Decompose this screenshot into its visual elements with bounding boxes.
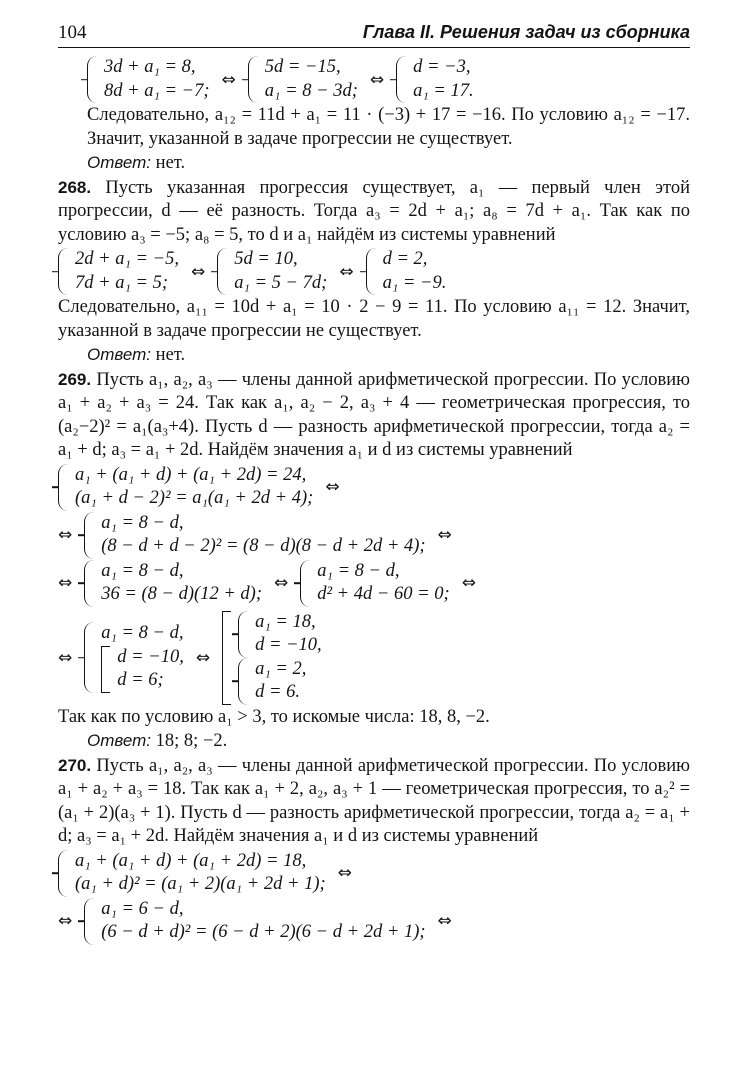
equivalence-arrow: ⇔ <box>325 477 340 497</box>
brace <box>238 611 248 658</box>
brace <box>87 56 97 103</box>
equivalence-arrow: ⇔ <box>58 647 73 668</box>
equivalence-arrow: ⇔ <box>195 647 211 668</box>
problem-number: 270. <box>58 755 92 775</box>
answer-value: нет. <box>155 153 186 173</box>
equation-line: d = 6. <box>255 682 300 702</box>
brace <box>396 56 406 103</box>
equivalence-arrow: ⇔ <box>337 863 352 883</box>
equation-line: a₁ = 5 − 7d; <box>234 272 328 293</box>
equation-line: 7d + a₁ = 5; <box>75 272 169 293</box>
brace <box>84 560 94 607</box>
equation-chain <box>58 464 690 511</box>
equation-line: a₁ + (a₁ + d) + (a₁ + 2d) = 18, <box>75 850 307 871</box>
equation-system <box>238 611 322 658</box>
equivalence-arrow: ⇔ <box>58 573 73 593</box>
equation-system <box>58 850 326 897</box>
brace <box>58 850 68 897</box>
equation-line: a₁ = 6 − d, <box>101 898 184 919</box>
brace <box>84 622 94 693</box>
equation-chain <box>58 560 690 607</box>
equation-system <box>217 248 327 295</box>
equation-chain <box>58 512 690 559</box>
equation-system <box>396 56 474 103</box>
equivalence-arrow: ⇔ <box>339 261 354 282</box>
conclusion-text: Следовательно, a₁₁ = 10d + a₁ = 10 · 2 − 9 = 11. По условию a₁₁ = 12. Значит, указанной в задаче прогрессии не существует. <box>58 297 690 341</box>
answer <box>58 151 690 176</box>
equivalence-arrow: ⇔ <box>221 69 236 90</box>
solution-set <box>222 611 322 705</box>
brace <box>366 248 376 295</box>
equation-line: a₁ = 8 − d, <box>101 560 184 581</box>
equation-chain <box>58 248 690 295</box>
equation-chain <box>58 850 690 897</box>
equation-line: a₁ = 18, <box>255 611 316 632</box>
brace <box>84 512 94 559</box>
equation-line: a₁ = 8 − 3d; <box>264 80 358 101</box>
problem-statement: Пусть a₁, a₂, a₃ — члены данной арифметической прогрессии. По условию a₁ + a₂ + a₃ = 18. Так как a₁ + 2, a₂, a₃ + 1 — геометрическая прогрессия, то a₂² = (a₁ + 2)(a₃ + 1). Пусть d — разность арифметической прогрессии, тогда a₂ = a₁ + d; a₃ = a₁ + 2d. Найдём значения a₁ и d из системы уравнений <box>58 755 691 846</box>
equation-chain <box>58 56 690 103</box>
equation-line: a₁ = 8 − d, <box>101 623 184 644</box>
chapter-title: Глава II. Решения задач из сборника <box>362 22 690 42</box>
equation-system <box>84 560 262 607</box>
equation-line: d = 2, <box>382 249 428 269</box>
equation-line: (a₁ + d)² = (a₁ + 2)(a₁ + 2d + 1); <box>75 874 326 894</box>
brace <box>217 248 227 295</box>
brace <box>58 464 68 511</box>
equation-line: (a₁ + d − 2)² = a₁(a₁ + 2d + 4); <box>75 488 314 508</box>
equation-line: 3d + a₁ = 8, <box>104 57 196 77</box>
equation-line: a₁ = 2, <box>255 658 307 679</box>
equation-line: d = −10, <box>255 635 322 655</box>
equation-system <box>300 560 449 607</box>
problem-number: 268. <box>58 177 92 197</box>
problem-268-text <box>58 176 690 248</box>
equation-line: 5d = 10, <box>234 249 298 269</box>
equation-line: a₁ = 17. <box>413 80 474 101</box>
equation-system <box>366 248 447 295</box>
brace <box>248 56 258 103</box>
answer-value: нет. <box>155 345 186 365</box>
equation-line: a₁ = 8 − d, <box>317 560 400 581</box>
equation-line: a₁ = 8 − d, <box>101 512 184 533</box>
equation-system <box>84 512 425 559</box>
answer <box>58 729 690 754</box>
brace <box>300 560 310 607</box>
equation-system <box>84 898 425 945</box>
equivalence-arrow: ⇔ <box>58 525 73 545</box>
equation-system <box>58 248 179 295</box>
set-bracket <box>101 646 110 693</box>
conclusion-text: Следовательно, a₁₂ = 11d + a₁ = 11 · (−3) + 17 = −16. По условию a₁₂ = −17. Значит, указанной в задаче прогрессии не существует. <box>87 105 690 149</box>
equation-line: d = 6; <box>117 670 164 691</box>
equation-system <box>248 56 358 103</box>
brace <box>84 898 94 945</box>
equation-system <box>58 464 313 511</box>
equation-chain <box>58 898 690 945</box>
equation-line: 5d = −15, <box>264 57 341 77</box>
page-header <box>58 22 690 48</box>
equivalence-arrow: ⇔ <box>191 261 206 282</box>
solution-set <box>101 646 184 693</box>
equation-chain <box>58 611 690 705</box>
equation-line: a₁ = −9. <box>382 272 447 293</box>
page-number: 104 <box>58 22 87 43</box>
conclusion-text: Так как по условию a₁ > 3, то искомые числа: 18, 8, −2. <box>58 706 490 727</box>
problem-statement: Пусть a₁, a₂, a₃ — члены данной арифметической прогрессии. По условию a₁ + a₂ + a₃ = 24. Так как a₁, a₂ − 2, a₃ + 4 — геометрическая прогрессия, то (a₂−2)² = a₁(a₃+4). Пусть d — разность арифметической прогрессии, тогда a₂ = a₁ + d; a₃ = a₁ + 2d. Найдём значения a₁ и d из системы уравнений <box>58 369 691 460</box>
equation-line: (6 − d + d)² = (6 − d + 2)(6 − d + 2d + 1); <box>101 922 426 942</box>
answer-label: Ответ: <box>87 153 152 172</box>
equation-line: a₁ + (a₁ + d) + (a₁ + 2d) = 24, <box>75 464 307 485</box>
problem-269-text <box>58 368 690 463</box>
equation-line: d² + 4d − 60 = 0; <box>317 584 450 604</box>
problem-statement: Пусть указанная прогрессия существует, a₁ — первый член этой прогрессии, d — её разность. Тогда a₃ = 2d + a₁; a₈ = 7d + a₁. Так как по условию a₃ = −5; a₈ = 5, то d и a₁ найдём из системы уравнений <box>58 177 691 245</box>
equation-system <box>84 622 184 693</box>
equation-line: d = −10, <box>117 646 184 667</box>
answer-label: Ответ: <box>87 731 152 750</box>
problem-270-text <box>58 754 690 849</box>
brace <box>238 658 248 705</box>
equivalence-arrow: ⇔ <box>437 525 452 545</box>
equivalence-arrow: ⇔ <box>274 573 289 593</box>
equivalence-arrow: ⇔ <box>369 69 385 90</box>
equivalence-arrow: ⇔ <box>58 911 73 931</box>
equation-line: 36 = (8 − d)(12 + d); <box>101 584 263 604</box>
answer-label: Ответ: <box>87 345 152 364</box>
answer-value: 18; 8; −2. <box>155 731 228 751</box>
page <box>58 22 690 946</box>
equation-system <box>87 56 210 103</box>
set-bracket <box>222 611 231 705</box>
equation-system <box>238 658 322 705</box>
equation-line: d = −3, <box>413 57 471 77</box>
brace <box>58 248 68 295</box>
equation-line: 2d + a₁ = −5, <box>75 249 180 269</box>
equation-line: 8d + a₁ = −7; <box>104 80 210 101</box>
problem-number: 269. <box>58 369 92 389</box>
equation-line: (8 − d + d − 2)² = (8 − d)(8 − d + 2d + 4); <box>101 536 426 556</box>
equivalence-arrow: ⇔ <box>461 573 476 593</box>
equivalence-arrow: ⇔ <box>437 911 452 931</box>
answer <box>58 343 690 368</box>
